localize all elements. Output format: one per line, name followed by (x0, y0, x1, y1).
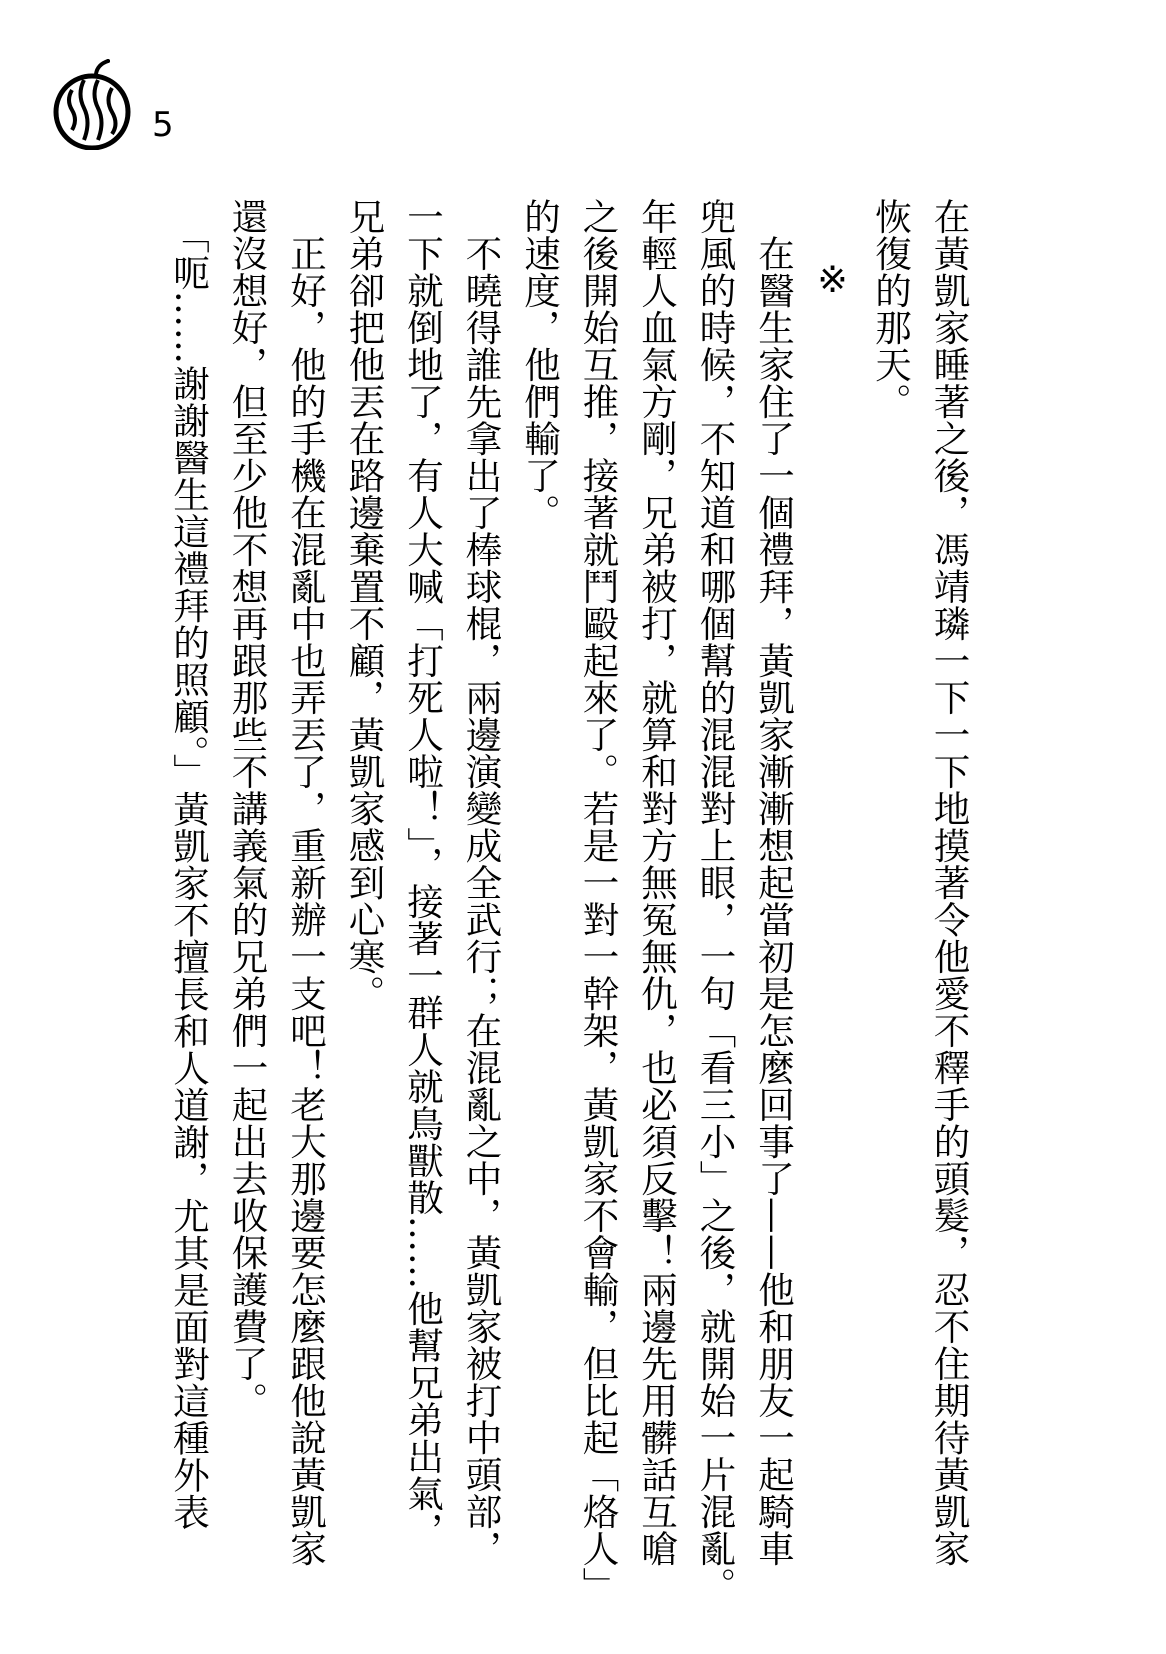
vertical-text-body (159, 198, 978, 1604)
text-column: 一下就倒地了，有人大喊「打死人啦！」，接著一群人就鳥獸散……他幫兄弟出氣， (401, 198, 445, 1549)
text-column: 兄弟卻把他丟在路邊棄置不顧，黃凱家感到心寒。 (343, 198, 386, 1012)
text-column: 還沒想好，但至少他不想再跟那些不講義氣的兄弟們一起出去收保護費了。 (226, 198, 269, 1419)
text-column: 之後開始互推，接著就鬥毆起來了。若是一對一幹架，黃凱家不會輸，但比起「烙人」 (577, 198, 620, 1604)
text-column: 正好，他的手機在混亂中也弄丟了，重新辦一支吧！老大那邊要怎麼跟他說黃凱家 (284, 198, 328, 1567)
section-break-mark: ※ (811, 258, 854, 302)
text-column: 年輕人血氣方剛，兄弟被打，就算和對方無冤無仇，也必須反擊！兩邊先用髒話互嗆 (635, 198, 679, 1567)
watermelon-icon (52, 58, 136, 150)
text-column: 不曉得誰先拿出了棒球棍，兩邊演變成全武行；在混亂之中，黃凱家被打中頭部， (460, 198, 503, 1567)
text-column: 恢復的那天。 (869, 198, 913, 420)
text-column: 在黃凱家睡著之後，馮靖璘一下一下地摸著令他愛不釋手的頭髮，忍不住期待黃凱家 (928, 198, 971, 1567)
text-column: 的速度，他們輸了。 (518, 198, 562, 531)
page-number: 5 (152, 105, 174, 145)
text-column: 「呃……謝謝醫生這禮拜的照顧。」黃凱家不擅長和人道謝，尤其是面對這種外表 (167, 198, 211, 1531)
text-column: 在醫生家住了一個禮拜，黃凱家漸漸想起當初是怎麼回事了——他和朋友一起騎車 (752, 198, 796, 1567)
text-column: 兜風的時候，不知道和哪個幫的混混對上眼，一句「看三小」之後，就開始一片混亂。 (694, 198, 737, 1604)
